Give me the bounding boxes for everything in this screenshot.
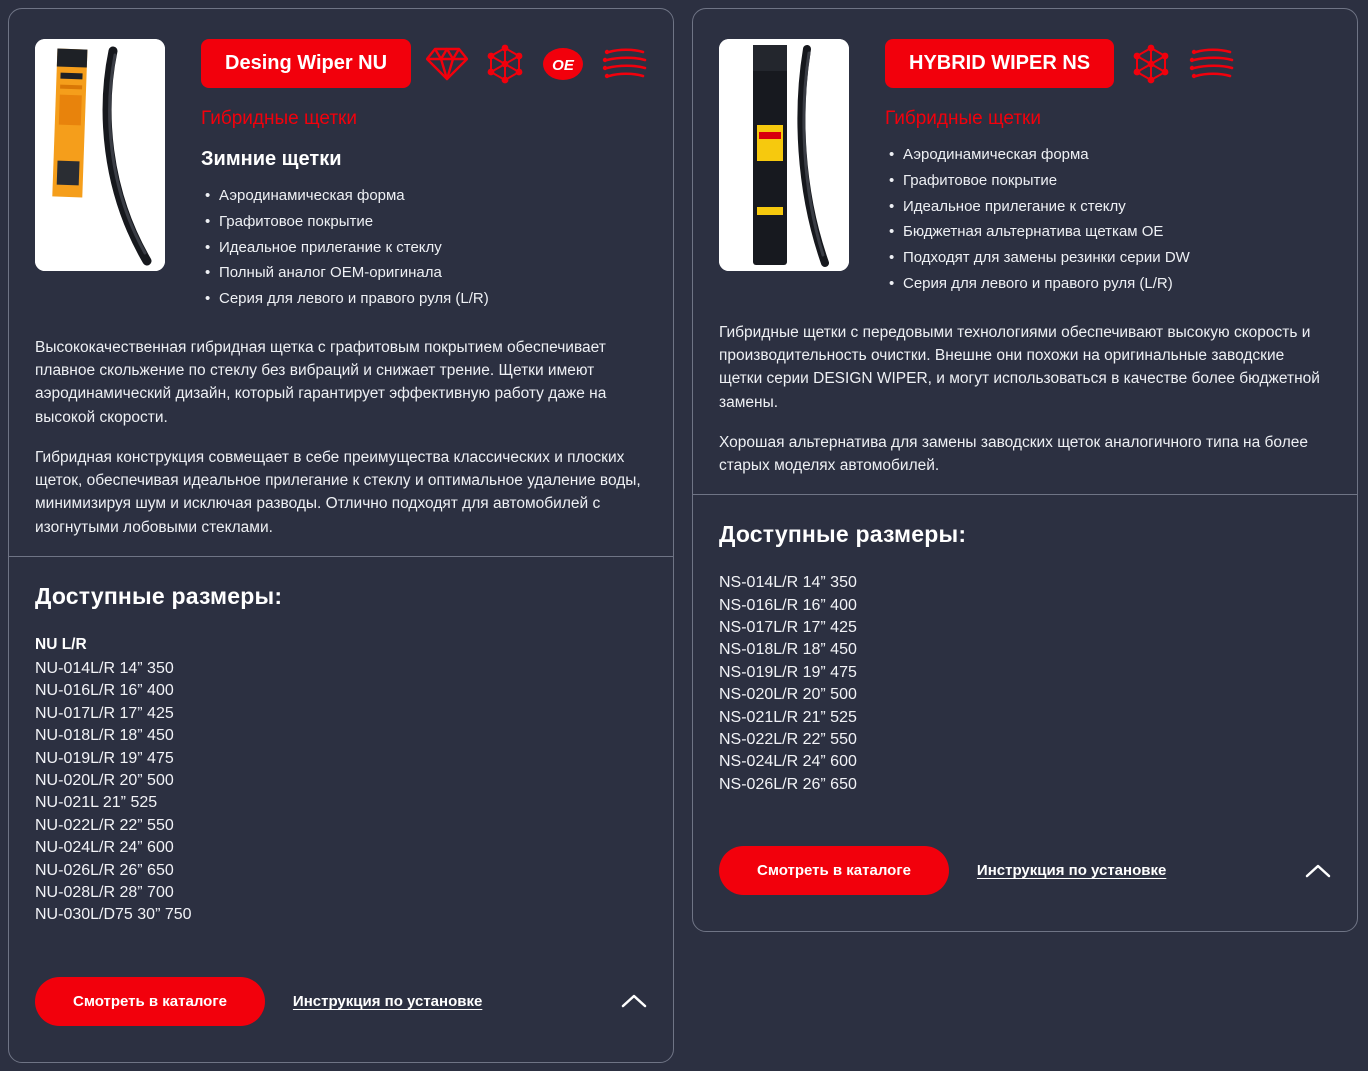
card-header-content <box>885 39 1331 297</box>
card-header <box>9 9 673 312</box>
description-paragraph: Гибридные щетки с передовыми технологиями обеспечивают высокую скорость и производительность очистки. Внешне они похожи на оригинальные заводские щетки серии DESIGN WIPER, и могут использоваться в качестве более бюджетной замены. <box>719 323 1320 411</box>
molecule-icon <box>483 44 527 84</box>
card-footer <box>9 927 673 1062</box>
size-item: NU-020L/R 20” 500 <box>35 771 174 789</box>
size-item: NU-026L/R 26” 650 <box>35 861 174 879</box>
catalog-button[interactable]: Смотреть в каталоге <box>35 977 265 1026</box>
size-item: NS-016L/R 16” 400 <box>719 596 857 614</box>
oe-badge-icon <box>542 45 586 83</box>
catalog-button[interactable]: Смотреть в каталоге <box>719 846 949 895</box>
feature-item: • Подходят для замены резинки серии DW <box>885 245 1331 271</box>
product-card-hybrid-wiper-ns <box>692 8 1358 932</box>
description <box>693 321 1357 478</box>
product-image-nu <box>35 39 165 271</box>
sizes-title: Доступные размеры: <box>719 521 967 548</box>
feature-item: • Серия для левого и правого руля (L/R) <box>885 271 1331 297</box>
feature-list <box>201 183 647 312</box>
description-paragraph: Хорошая альтернатива для замены заводских щеток аналогичного типа на более старых моделях автомобилей. <box>719 433 1308 475</box>
molecule-icon <box>1129 44 1173 84</box>
product-card-design-wiper-nu <box>8 8 674 1063</box>
description-paragraph: Высококачественная гибридная щетка с графитовым покрытием обеспечивает плавное скольжение по стеклу без вибраций и снижает трение. Щетки имеют аэродинамический дизайн, который гарантирует эффективную работу даже на высокой скорости. <box>35 338 607 426</box>
feature-item: • Серия для левого и правого руля (L/R) <box>201 286 647 312</box>
feature-item: • Бюджетная альтернатива щеткам OE <box>885 219 1331 245</box>
product-image-ns <box>719 39 849 271</box>
aero-lines-icon <box>601 46 647 82</box>
feature-item: • Аэродинамическая форма <box>201 183 647 209</box>
size-list <box>35 658 647 927</box>
product-title-badge: HYBRID WIPER NS <box>885 39 1114 88</box>
instruction-link[interactable]: Инструкция по установке <box>292 992 483 1010</box>
card-footer <box>693 796 1357 931</box>
feature-item: • Аэродинамическая форма <box>885 142 1331 168</box>
size-item: NU-028L/R 28” 700 <box>35 883 174 901</box>
section-heading: Зимние щетки <box>201 148 342 170</box>
sizes-section <box>9 557 673 927</box>
size-item: NU-021L 21” 525 <box>35 794 158 812</box>
size-item: NU-017L/R 17” 425 <box>35 704 174 722</box>
aero-lines-icon <box>1188 46 1234 82</box>
sizes-title: Доступные размеры: <box>35 582 283 609</box>
title-row <box>201 39 647 88</box>
size-item: NS-017L/R 17” 425 <box>719 619 857 637</box>
category-label: Гибридные щетки <box>201 108 357 129</box>
size-item: NS-018L/R 18” 450 <box>719 641 857 659</box>
feature-item: • Полный аналог OEM-оригинала <box>201 260 647 286</box>
category-label: Гибридные щетки <box>885 108 1041 129</box>
svg-text:OE: OE <box>552 56 574 74</box>
size-item: NU-014L/R 14” 350 <box>35 659 174 677</box>
sizes-section <box>693 495 1357 796</box>
instruction-link[interactable]: Инструкция по установке <box>976 862 1167 880</box>
collapse-chevron-icon[interactable] <box>1305 864 1331 878</box>
feature-list <box>885 142 1331 297</box>
size-item: NS-026L/R 26” 650 <box>719 775 857 793</box>
size-item: NS-020L/R 20” 500 <box>719 686 857 704</box>
size-item: NU-019L/R 19” 475 <box>35 749 174 767</box>
description <box>9 336 673 539</box>
size-item: NS-022L/R 22” 550 <box>719 731 857 749</box>
size-item: NU-030L/D75 30” 750 <box>35 906 192 924</box>
size-item: NU-022L/R 22” 550 <box>35 816 174 834</box>
size-item: NU-018L/R 18” 450 <box>35 727 174 745</box>
feature-item: • Идеальное прилегание к стеклу <box>201 235 647 261</box>
size-item: NU-024L/R 24” 600 <box>35 839 174 857</box>
feature-item: • Графитовое покрытие <box>201 209 647 235</box>
diamond-icon <box>426 45 468 83</box>
size-list <box>719 572 1331 796</box>
size-item: NS-021L/R 21” 525 <box>719 708 857 726</box>
feature-item: • Графитовое покрытие <box>885 168 1331 194</box>
size-item: NU-016L/R 16” 400 <box>35 682 174 700</box>
sizes-series-label: NU L/R <box>35 635 87 653</box>
title-row <box>885 39 1331 88</box>
card-header <box>693 9 1357 297</box>
card-header-content <box>201 39 647 312</box>
description-paragraph: Гибридная конструкция совмещает в себе преимущества классических и плоских щеток, обеспечивая идеальное прилегание к стеклу и оптимальное удаление воды, минимизируя шум и исключая разводы. Отлично подходят для автомобилей с изогнутыми лобовыми стеклами. <box>35 448 641 536</box>
collapse-chevron-icon[interactable] <box>621 994 647 1008</box>
product-title-badge: Desing Wiper NU <box>201 39 411 88</box>
size-item: NS-019L/R 19” 475 <box>719 663 857 681</box>
feature-item: • Идеальное прилегание к стеклу <box>885 194 1331 220</box>
size-item: NS-014L/R 14” 350 <box>719 574 857 592</box>
size-item: NS-024L/R 24” 600 <box>719 753 857 771</box>
